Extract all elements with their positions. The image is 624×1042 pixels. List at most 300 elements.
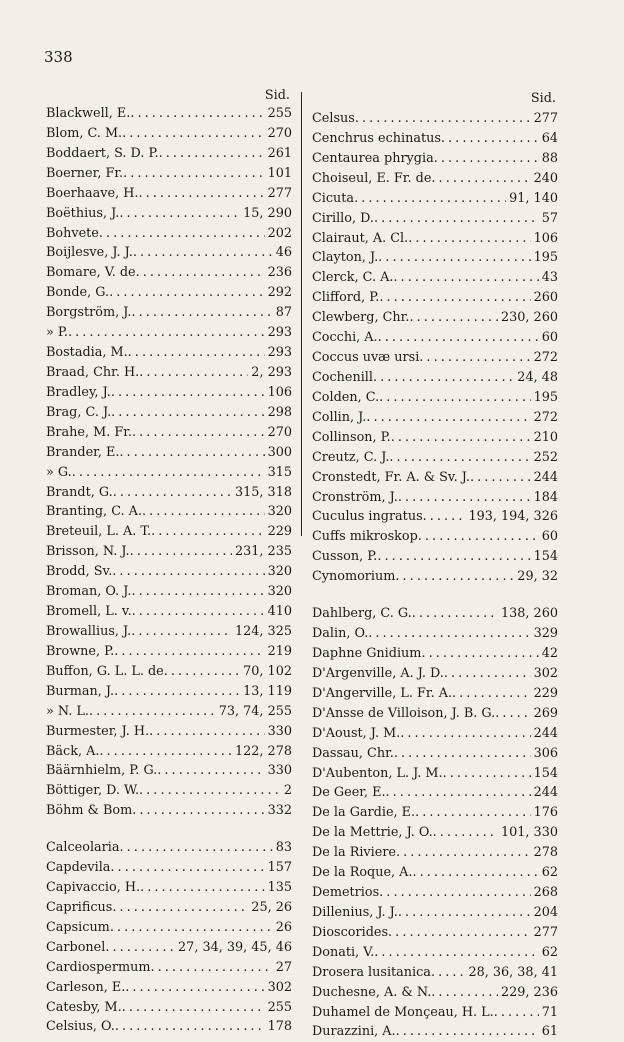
entry-pages: 320 xyxy=(267,564,292,580)
entry-name: Clewberg, Chr. xyxy=(312,310,410,326)
entry-name: Colden, C. xyxy=(312,389,380,405)
entry-pages: 204 xyxy=(533,904,558,920)
entry-name: Boerner, Fr. xyxy=(46,165,124,181)
index-entry xyxy=(46,343,292,363)
dot-leader xyxy=(423,507,466,527)
index-entry xyxy=(46,562,292,582)
dot-leader xyxy=(159,144,265,164)
index-entry xyxy=(46,443,292,463)
entry-pages: 24, 48 xyxy=(517,369,558,385)
index-entry xyxy=(312,448,558,468)
dot-leader xyxy=(157,761,264,781)
entry-pages: 202 xyxy=(267,225,292,241)
entry-pages: 261 xyxy=(267,145,292,161)
entry-name: Coccus uvæ ursi xyxy=(312,350,420,366)
dot-leader xyxy=(89,702,216,722)
dot-leader xyxy=(122,124,264,144)
index-entry xyxy=(46,958,292,978)
index-entry xyxy=(312,229,558,249)
column-header-right: Sid. xyxy=(530,91,556,106)
index-entry xyxy=(46,938,292,958)
dot-leader xyxy=(394,744,531,764)
entry-pages: 244 xyxy=(533,785,558,801)
entry-pages: 62 xyxy=(541,944,558,960)
group-gap xyxy=(312,587,558,604)
dot-leader xyxy=(409,308,498,328)
entry-name: Dahlberg, C. G. xyxy=(312,606,412,622)
index-entry xyxy=(312,883,558,903)
entry-pages: 73, 74, 255 xyxy=(218,703,292,719)
entry-name: Bohvete xyxy=(46,225,99,241)
entry-name: Dioscorides xyxy=(312,924,389,940)
entry-name: D'Ansse de Villoison, J. B. G. xyxy=(312,705,496,721)
index-column-right xyxy=(312,87,558,1042)
dot-leader xyxy=(111,403,264,423)
entry-pages: 229 xyxy=(267,524,292,540)
dot-leader xyxy=(119,204,240,224)
entry-name: Bonde, G. xyxy=(46,285,110,301)
index-entry xyxy=(312,903,558,923)
group-gap xyxy=(46,821,292,838)
entry-name: Durazzini, A. xyxy=(312,1024,396,1040)
entry-name: Cuculus ingratus xyxy=(312,509,423,525)
dot-leader xyxy=(131,303,272,323)
entry-name: Cenchrus echinatus xyxy=(312,130,441,146)
entry-pages: 210 xyxy=(533,429,558,445)
dot-leader xyxy=(374,209,539,229)
index-entry xyxy=(312,624,558,644)
entry-pages: 57 xyxy=(541,210,558,226)
dot-leader xyxy=(373,368,514,388)
entry-pages: 236 xyxy=(267,265,292,281)
entry-name: Demetrios xyxy=(312,885,380,901)
index-entry xyxy=(46,323,292,343)
entry-pages: 269 xyxy=(533,705,558,721)
entry-pages: 302 xyxy=(533,665,558,681)
entry-pages: 60 xyxy=(541,529,558,545)
index-entry xyxy=(312,189,558,209)
index-entry xyxy=(312,507,558,527)
index-entry xyxy=(312,644,558,664)
entry-name: Bomare, V. de xyxy=(46,265,136,281)
dot-leader xyxy=(419,348,530,368)
entry-pages: 298 xyxy=(267,404,292,420)
index-entry xyxy=(312,209,558,229)
dot-leader xyxy=(431,983,498,1003)
entry-name: Buffon, G. L. L. de xyxy=(46,663,164,679)
index-entry xyxy=(312,724,558,744)
entry-name: Bromell, L. v. xyxy=(46,604,132,620)
entry-name: D'Argenville, A. J. D. xyxy=(312,665,444,681)
index-group-d xyxy=(312,604,558,1042)
dot-leader xyxy=(122,998,265,1018)
index-entry xyxy=(46,582,292,602)
entry-name: Blom, C. M. xyxy=(46,125,123,141)
entry-name: De la Roque, A. xyxy=(312,865,413,881)
index-entry xyxy=(312,169,558,189)
index-entry xyxy=(46,878,292,898)
index-entry xyxy=(312,764,558,784)
entry-name: De la Gardie, E. xyxy=(312,805,416,821)
index-entry xyxy=(46,838,292,858)
entry-name: Boëthius, J. xyxy=(46,205,120,221)
dot-leader xyxy=(418,527,539,547)
dot-leader xyxy=(379,288,530,308)
dot-leader xyxy=(354,189,506,209)
index-entry xyxy=(312,547,558,567)
entry-name: Caprificus xyxy=(46,899,113,915)
index-entry xyxy=(46,978,292,998)
dot-leader xyxy=(164,662,240,682)
index-entry xyxy=(46,1017,292,1037)
entry-name: » N. L. xyxy=(46,703,89,719)
entry-name: Cicuta xyxy=(312,190,355,206)
dot-leader xyxy=(105,938,175,958)
dot-leader xyxy=(139,363,248,383)
entry-name: Branting, C. A. xyxy=(46,504,142,520)
entry-name: Daphne Gnidium xyxy=(312,645,422,661)
entry-name: Brag, C. J. xyxy=(46,404,112,420)
index-entry xyxy=(46,243,292,263)
entry-name: Boerhaave, H. xyxy=(46,185,139,201)
index-entry xyxy=(46,104,292,124)
entry-pages: 13, 119 xyxy=(243,683,292,699)
dot-leader xyxy=(368,624,530,644)
index-entry xyxy=(46,363,292,383)
entry-pages: 230, 260 xyxy=(501,310,558,326)
entry-pages: 26 xyxy=(275,919,292,935)
entry-name: Cronström, J. xyxy=(312,489,398,505)
dot-leader xyxy=(142,502,265,522)
index-entry xyxy=(312,963,558,983)
index-entry xyxy=(312,428,558,448)
entry-pages: 300 xyxy=(267,444,292,460)
index-entry xyxy=(312,1003,558,1023)
entry-name: Dillenius, J. J. xyxy=(312,904,398,920)
entry-pages: 302 xyxy=(267,979,292,995)
entry-name: Brandt, G. xyxy=(46,484,113,500)
dot-leader xyxy=(378,248,530,268)
entry-pages: 138, 260 xyxy=(501,606,558,622)
dot-leader xyxy=(109,283,264,303)
dot-leader xyxy=(355,109,531,129)
entry-pages: 195 xyxy=(533,250,558,266)
entry-pages: 292 xyxy=(267,285,292,301)
entry-pages: 278 xyxy=(533,845,558,861)
index-entry xyxy=(312,823,558,843)
index-entry xyxy=(312,248,558,268)
index-entry xyxy=(312,268,558,288)
entry-pages: 2 xyxy=(283,783,292,799)
entry-name: Capdevila xyxy=(46,860,111,876)
entry-pages: 101 xyxy=(267,165,292,181)
index-entry xyxy=(46,124,292,144)
entry-name: Broman, O. J. xyxy=(46,584,132,600)
dot-leader xyxy=(470,468,531,488)
index-entry xyxy=(312,684,558,704)
entry-pages: 62 xyxy=(541,865,558,881)
index-entry xyxy=(312,308,558,328)
entry-name: Celsus xyxy=(312,111,355,126)
index-entry xyxy=(46,998,292,1018)
index-group-c xyxy=(46,838,292,1037)
dot-leader xyxy=(139,781,281,801)
index-entry xyxy=(46,502,292,522)
dot-leader xyxy=(378,328,539,348)
index-entry xyxy=(312,149,558,169)
index-entry xyxy=(46,204,292,224)
entry-name: Brisson, N. J. xyxy=(46,544,130,560)
entry-name: Duchesne, A. & N. xyxy=(312,984,432,1000)
entry-name: Celsius, O. xyxy=(46,1019,115,1035)
dot-leader xyxy=(151,958,273,978)
entry-name: Catesby, M. xyxy=(46,999,122,1015)
index-entry xyxy=(46,383,292,403)
index-entry xyxy=(312,923,558,943)
entry-pages: 154 xyxy=(533,765,558,781)
entry-name: Cuffs mikroskop xyxy=(312,529,418,545)
dot-leader xyxy=(133,243,273,263)
index-entry xyxy=(46,918,292,938)
dot-leader xyxy=(132,602,265,622)
dot-leader xyxy=(388,923,531,943)
index-entry xyxy=(312,288,558,308)
entry-name: Cirillo, D. xyxy=(312,210,374,226)
entry-pages: 306 xyxy=(533,745,558,761)
dot-leader xyxy=(99,224,265,244)
index-entry xyxy=(46,542,292,562)
entry-pages: 255 xyxy=(267,999,292,1015)
index-entry xyxy=(312,109,558,129)
dot-leader xyxy=(114,682,240,702)
dot-leader xyxy=(433,823,498,843)
entry-name: Burman, J. xyxy=(46,683,115,699)
dot-leader xyxy=(391,428,531,448)
entry-name: Brahe, M. Fr. xyxy=(46,424,132,440)
entry-name: Cochenill xyxy=(312,369,373,385)
index-entry xyxy=(312,488,558,508)
dot-leader xyxy=(386,783,531,803)
entry-pages: 255 xyxy=(267,106,292,121)
entry-pages: 60 xyxy=(541,330,558,346)
index-entry xyxy=(312,863,558,883)
entry-pages: 43 xyxy=(541,270,558,286)
entry-pages: 193, 194, 326 xyxy=(468,509,558,525)
entry-pages: 61 xyxy=(541,1024,558,1040)
index-entry xyxy=(46,702,292,722)
index-entry xyxy=(312,604,558,624)
entry-name: Brodd, Sv. xyxy=(46,564,113,580)
entry-pages: 157 xyxy=(267,860,292,876)
dot-leader xyxy=(396,1022,539,1042)
index-entry xyxy=(46,463,292,483)
entry-name: Drosera lusitanica xyxy=(312,964,431,980)
entry-name: Creutz, C. J. xyxy=(312,449,390,465)
index-entry xyxy=(46,781,292,801)
entry-name: Carleson, E. xyxy=(46,979,126,995)
dot-leader xyxy=(434,149,539,169)
index-entry xyxy=(46,742,292,762)
index-entry xyxy=(312,408,558,428)
entry-name: Bäck, A. xyxy=(46,743,100,759)
dot-leader xyxy=(412,604,498,624)
entry-name: Collinson, P. xyxy=(312,429,391,445)
dot-leader xyxy=(110,858,264,878)
entry-pages: 106 xyxy=(267,384,292,400)
index-entry xyxy=(46,858,292,878)
index-entry xyxy=(312,783,558,803)
entry-name: Cardiospermum xyxy=(46,959,151,975)
entry-pages: 122, 278 xyxy=(235,743,292,759)
index-entry xyxy=(46,403,292,423)
index-entry xyxy=(46,662,292,682)
index-entry xyxy=(46,283,292,303)
entry-pages: 176 xyxy=(533,805,558,821)
index-entry xyxy=(46,898,292,918)
index-entry xyxy=(46,622,292,642)
entry-pages: 268 xyxy=(533,885,558,901)
entry-pages: 240 xyxy=(533,170,558,186)
index-entry xyxy=(312,527,558,547)
entry-name: Carbonel xyxy=(46,939,106,955)
entry-pages: 106 xyxy=(533,230,558,246)
index-entry xyxy=(46,682,292,702)
entry-pages: 87 xyxy=(275,305,292,321)
dot-leader xyxy=(393,268,538,288)
entry-pages: 154 xyxy=(533,549,558,565)
entry-name: Browallius, J. xyxy=(46,623,132,639)
dot-leader xyxy=(123,164,264,184)
entry-pages: 46 xyxy=(275,245,292,261)
entry-name: Cronstedt, Fr. A. & Sv. J. xyxy=(312,469,470,485)
index-entry xyxy=(46,761,292,781)
entry-name: D'Aubenton, L. J. M. xyxy=(312,765,443,781)
index-entry xyxy=(312,744,558,764)
entry-name: Calceolaria xyxy=(46,840,120,856)
dot-leader xyxy=(444,664,531,684)
dot-leader xyxy=(136,263,265,283)
dot-leader xyxy=(421,644,538,664)
entry-pages: 2, 293 xyxy=(251,364,292,380)
entry-name: Donati, V. xyxy=(312,944,375,960)
dot-leader xyxy=(112,562,264,582)
entry-pages: 330 xyxy=(267,763,292,779)
entry-name: Clifford, P. xyxy=(312,290,380,306)
entry-pages: 231, 235 xyxy=(235,544,292,560)
dot-leader xyxy=(400,724,530,744)
index-entry xyxy=(46,602,292,622)
entry-pages: 27, 34, 39, 45, 46 xyxy=(178,939,292,955)
entry-pages: 277 xyxy=(533,111,558,126)
index-entry xyxy=(312,468,558,488)
dot-leader xyxy=(68,323,265,343)
entry-pages: 270 xyxy=(267,424,292,440)
dot-leader xyxy=(412,863,538,883)
index-entry xyxy=(312,664,558,684)
index-entry xyxy=(46,164,292,184)
dot-leader xyxy=(130,104,264,124)
index-entry xyxy=(312,129,558,149)
entry-name: Clerck, C. A. xyxy=(312,270,394,286)
index-group-b xyxy=(46,104,292,821)
dot-leader xyxy=(132,801,264,821)
dot-leader xyxy=(110,918,273,938)
entry-name: Burmester, J. H. xyxy=(46,723,150,739)
dot-leader xyxy=(408,229,530,249)
entry-pages: 195 xyxy=(533,389,558,405)
entry-name: Bostadia, M. xyxy=(46,345,128,361)
entry-pages: 70, 102 xyxy=(243,663,292,679)
entry-name: Boddaert, S. D. P. xyxy=(46,145,159,161)
entry-pages: 277 xyxy=(533,924,558,940)
dot-leader xyxy=(396,843,531,863)
page-number: 338 xyxy=(44,48,73,66)
index-entry xyxy=(312,704,558,724)
entry-pages: 229, 236 xyxy=(501,984,558,1000)
index-entry xyxy=(312,843,558,863)
entry-pages: 293 xyxy=(267,325,292,341)
index-entry xyxy=(312,803,558,823)
dot-leader xyxy=(398,488,531,508)
entry-name: De la Mettrie, J. O. xyxy=(312,825,433,841)
index-column-left xyxy=(46,87,292,1037)
dot-leader xyxy=(443,764,531,784)
entry-name: Cynomorium xyxy=(312,569,396,585)
index-group-c-cont xyxy=(312,109,558,587)
dot-leader xyxy=(132,423,265,443)
index-entry xyxy=(46,722,292,742)
entry-name: Cusson, P. xyxy=(312,549,378,565)
dot-leader xyxy=(125,978,264,998)
dot-leader xyxy=(379,883,530,903)
dot-leader xyxy=(495,704,530,724)
index-entry xyxy=(312,1022,558,1042)
dot-leader xyxy=(398,903,531,923)
entry-pages: 101, 330 xyxy=(501,825,558,841)
index-entry xyxy=(46,184,292,204)
entry-pages: 29, 32 xyxy=(517,569,558,585)
dot-leader xyxy=(431,963,466,983)
entry-pages: 332 xyxy=(267,803,292,819)
index-entry xyxy=(46,423,292,443)
dot-leader xyxy=(120,838,273,858)
dot-leader xyxy=(494,1003,539,1023)
entry-name: Dassau, Chr. xyxy=(312,745,394,761)
dot-leader xyxy=(415,803,531,823)
dot-leader xyxy=(114,642,264,662)
dot-leader xyxy=(149,722,264,742)
index-entry xyxy=(312,567,558,587)
column-divider xyxy=(301,92,302,536)
index-entry xyxy=(46,303,292,323)
index-entry xyxy=(46,224,292,244)
dot-leader xyxy=(151,522,264,542)
entry-name: Collin, J. xyxy=(312,409,367,425)
entry-pages: 252 xyxy=(533,449,558,465)
entry-pages: 244 xyxy=(533,469,558,485)
entry-name: Duhamel de Monçeau, H. L. xyxy=(312,1004,494,1020)
entry-name: De Geer, E. xyxy=(312,785,386,801)
entry-pages: 15, 290 xyxy=(243,205,292,221)
entry-pages: 28, 36, 38, 41 xyxy=(468,964,558,980)
dot-leader xyxy=(366,408,530,428)
entry-pages: 71 xyxy=(541,1004,558,1020)
entry-name: Braad, Chr. H. xyxy=(46,364,140,380)
index-entry xyxy=(46,801,292,821)
index-entry xyxy=(46,522,292,542)
dot-leader xyxy=(377,547,530,567)
entry-pages: 178 xyxy=(267,1019,292,1035)
